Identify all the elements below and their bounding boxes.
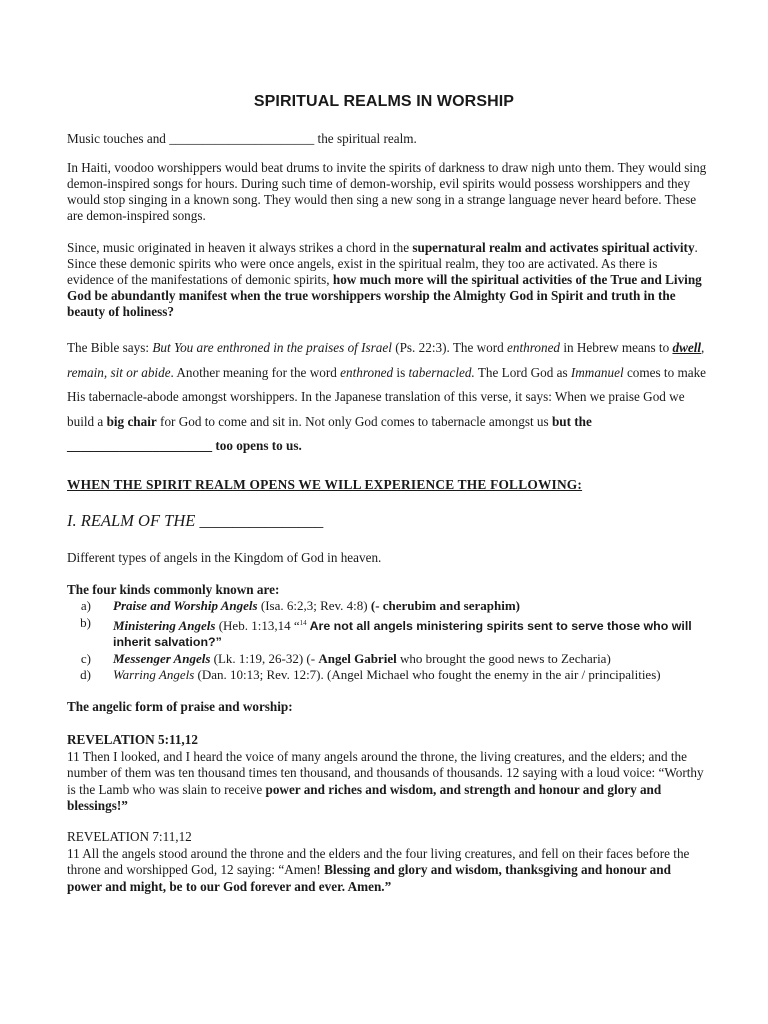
text: Music touches and — [67, 131, 170, 146]
text: (Ps. 22:3). The word — [391, 340, 508, 355]
bold-text: Blessing and glory and wisdom, thanksgiving and honour and power and might, be to our God forever and ever. Amen.” — [67, 862, 671, 894]
realm-heading: I. REALM OF THE _______________ — [67, 511, 324, 530]
bold-text: Angel Gabriel — [318, 650, 397, 666]
list-marker: a) — [80, 598, 91, 613]
list-intro: The four kinds commonly known are: — [67, 582, 280, 597]
angel-type: Praise and Worship Angels — [113, 598, 258, 613]
bold-text: Are not all angels ministering spirits sent to serve those who will inherit salvation?” — [113, 618, 692, 650]
italic-text: , remain, sit or abide — [67, 340, 705, 380]
paragraph-angels-intro: Different types of angels in the Kingdom of God in heaven. — [67, 550, 382, 565]
bold-text: power and riches and wisdom, and strength and honour and glory and blessings!” — [67, 781, 662, 814]
page-title: SPIRITUAL REALMS IN WORSHIP — [253, 93, 515, 110]
italic-text: enthroned — [340, 364, 394, 380]
text: who brought the good news to Zecharia) — [396, 650, 611, 666]
verse-number: 14 — [299, 618, 307, 627]
bold-text: big chair — [106, 413, 157, 429]
bold-text: supernatural realm and activates spiritual activity — [412, 240, 695, 255]
revelation-5-passage — [67, 732, 707, 815]
text: Since, music originated in heaven it always strikes a chord in the — [67, 240, 413, 255]
italic-text: tabernacled. — [408, 364, 475, 380]
scripture-heading: REVELATION 5:11,12 — [67, 732, 198, 747]
list-marker: d) — [80, 667, 91, 683]
angel-type: Messenger Angels — [113, 650, 211, 666]
list-item — [67, 651, 727, 668]
bold-text: how much more will the spiritual activities of the True and Living God be abundantly manifest when the true worshippers worship the Almighty God in Spirit and truth in the beauty of holiness? — [67, 272, 702, 319]
angel-type: Ministering Angels — [113, 617, 216, 633]
italic-text: enthroned — [507, 340, 561, 355]
text: for God to come and sit in. Not only God comes to tabernacle amongst us — [156, 413, 552, 429]
list-item — [67, 615, 727, 651]
text: . Another meaning for the word — [170, 364, 341, 380]
paragraph-enthroned — [67, 336, 707, 459]
list-item — [67, 667, 727, 684]
bold-text: (- cherubim and seraphim) — [370, 598, 520, 613]
text: in Hebrew means to — [560, 340, 673, 355]
paragraph-haiti: In Haiti, voodoo worshippers would beat drums to invite the spirits of darkness to draw nigh unto them. They would sing demon-inspired songs for hours. During such time of demon-worship, evil spirits would possess worshippers and they would stop singing in a known song. They would then sing a new song in a strange language never heard before. These are demon-inspired songs. — [67, 160, 707, 223]
angel-type: Warring Angels — [113, 667, 195, 683]
list-item — [67, 598, 727, 615]
scripture-ref: (Dan. 10:13; Rev. 12:7). (Angel Michael who fought the enemy in the air / principalities) — [194, 667, 661, 683]
text: 11 Then I looked, and I heard the voice of many angels around the throne, the living creatures, and the elders; and the number of them was ten thousand times ten thousand, and thousands of thousands. 12 saying with a loud voice: “Worthy is the Lamb who was slain to receive — [67, 748, 704, 797]
scripture-ref: (Isa. 6:2,3; Rev. 4:8) — [257, 598, 371, 613]
section-heading: WHEN THE SPIRIT REALM OPENS WE WILL EXPERIENCE THE FOLLOWING: — [67, 477, 583, 492]
blank-line: ______________________ — [169, 131, 315, 146]
bold-text: but the ______________________ too opens to us. — [67, 413, 592, 453]
list-marker: c) — [80, 650, 91, 666]
scripture-ref: (Lk. 1:19, 26-32) (- — [210, 650, 319, 666]
emphasis-text: dwell — [672, 340, 702, 355]
paragraph-music-origin — [67, 240, 707, 320]
angel-list — [67, 598, 727, 684]
text: comes to make His tabernacle-abode amongst worshippers. In the Japanese translation of this verse, it says: When we praise God we build a — [67, 364, 707, 429]
paragraph-angelic-form: The angelic form of praise and worship: — [67, 699, 293, 714]
scripture-ref: (Heb. 1:13,14 “ — [215, 617, 300, 633]
italic-text: But You are enthroned in the praises of Israel — [152, 340, 392, 355]
revelation-7-passage — [67, 829, 707, 895]
scripture-heading: REVELATION 7:11,12 — [67, 829, 192, 844]
text: the spiritual realm. — [314, 131, 417, 146]
text: The Lord God as — [474, 364, 571, 380]
list-marker: b) — [80, 614, 91, 630]
italic-text: Immanuel — [570, 364, 624, 380]
text: The Bible says: — [67, 340, 153, 355]
text: is — [393, 364, 409, 380]
fill-in-sentence-music — [67, 131, 707, 147]
text: 11 All the angels stood around the throne and the elders and the four living creatures, and fell on their faces before the throne and worshipped God, 12 saying: “Amen! — [67, 845, 690, 878]
text: . Since these demonic spirits who were once angels, exist in the spiritual realm, they too are activated. As there is evidence of the manifestations of demonic spirits, — [67, 240, 698, 287]
